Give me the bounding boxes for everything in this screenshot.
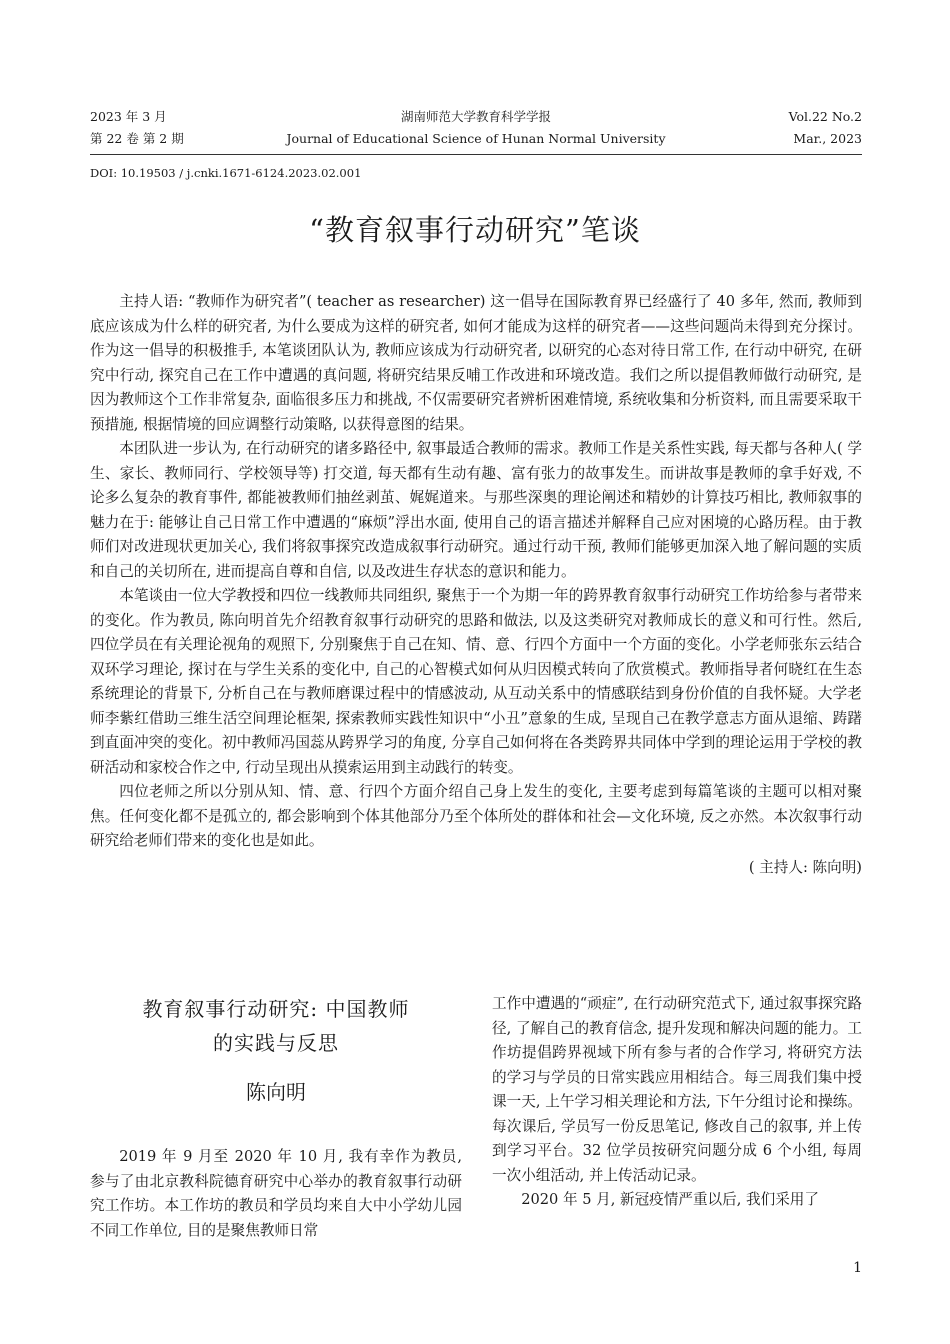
body-paragraph: 工作中遭遇的“顽症”, 在行动研究范式下, 通过叙事探究路径, 了解自己的教育信念, 提升发现和解决问题的能力。工作坊提倡跨界视域下所有参与者的合作学习, 将研究方法的学习与学员的日常实践应用相结合。每三周我们集中授课一天, 上午学习相关理论和方法, 下午分组讨论和操练。每次课后, 学员写一份反思笔记, 修改自己的叙事, 并上传到学习平台。32 位学员按研究问题分成 6 个小组, 每周一次小组活动, 并上传活动记录。: [492, 995, 862, 1184]
article-author: 陈向明: [246, 1080, 306, 1104]
intro-paragraph: 主持人语: “教师作为研究者”( teacher as researcher) 这一倡导在国际教育界已经盛行了 40 多年, 然而, 教师到底应该成为什么样的研究者, 为什么要成为这样的研究者, 如何才能成为这样的研究者——这些问题尚未得到充分探讨。作为这一倡导的积极推手, 本笔谈团队认为, 教师应该成为行动研究者, 以研究的心态对待日常工作, 在行动中研究, 在研究中行动, 探究自己在工作中遭遇的真问题, 将研究结果反哺工作改进和环境改造。我们之所以提倡教师做行动研究, 是因为教师这个工作非常复杂, 面临很多压力和挑战, 不仅需要研究者辨析困难情境, 系统收集和分析资料, 而且需要采取干预措施, 根据情境的回应调整行动策略, 以获得意图的结果。: [90, 293, 862, 433]
header-rule: [90, 154, 862, 155]
host-signature: ( 主持人: 陈向明): [748, 858, 862, 876]
article-title: [90, 992, 462, 1060]
right-column: [492, 992, 862, 1213]
header-volume: Vol.22 No.2: [788, 109, 862, 124]
running-header: [90, 106, 862, 150]
body-paragraph: 2020 年 5 月, 新冠疫情严重以后, 我们采用了: [521, 1191, 819, 1208]
header-issue: 第 22 卷 第 2 期: [90, 131, 184, 146]
intro-paragraph: 本笔谈由一位大学教授和四位一线教师共同组织, 聚焦于一个为期一年的跨界教育叙事行动研究工作坊给参与者带来的变化。作为教员, 陈向明首先介绍教育叙事行动研究的思路和做法, 以及这类研究对教师成长的意义和可行性。然后, 四位学员在有关理论视角的观照下, 分别聚焦于自己在知、情、意、行四个方面中一个方面的变化。小学老师张东云结合双环学习理论, 探讨在与学生关系的变化中, 自己的心智模式如何从归因模式转向了欣赏模式。教师指导者何晓红在生态系统理论的背景下, 分析自己在与教师磨课过程中的情感波动, 从互动关系中的情感联结到身份价值的自我怀疑。大学老师李紫红借助三维生活空间理论框架, 探索教师实践性知识中“小丑”意象的生成, 呈现自己在教学意志方面从退缩、踌躇到直面冲突的变化。初中教师冯国蕊从跨界学习的角度, 分享自己如何将在各类跨界共同体中学到的理论运用于学校的教研活动和家校合作之中, 行动呈现出从摸索运用到主动践行的转变。: [90, 587, 862, 776]
intro-paragraph: 本团队进一步认为, 在行动研究的诸多路径中, 叙事最适合教师的需求。教师工作是关系性实践, 每天都与各种人( 学生、家长、教师同行、学校领导等) 打交道, 每天都有生动有趣、富有张力的故事发生。而讲故事是教师的拿手好戏, 不论多么复杂的教育事件, 都能被教师们抽丝剥茧、娓娓道来。与那些深奥的理论阐述和精妙的计算技巧相比, 教师叙事的魅力在于: 能够让自己日常工作中遭遇的“麻烦”浮出水面, 使用自己的语言描述并解释自己应对困境的心路历程。由于教师们对改进现状更加关心, 我们将叙事探究改造成叙事行动研究。通过行动干预, 教师们能够更加深入地了解问题的实质和自己的关切所在, 进而提高自尊和自信, 以及改进生存状态的意识和能力。: [90, 440, 862, 580]
article-title-line: 的实践与反思: [213, 1031, 339, 1055]
header-date: 2023 年 3 月: [90, 109, 167, 124]
header-journal-en: Journal of Educational Science of Hunan Normal University: [286, 131, 666, 146]
intro-paragraph: 四位老师之所以分别从知、情、意、行四个方面介绍自己身上发生的变化, 主要考虑到每篇笔谈的主题可以相对聚焦。任何变化都不是孤立的, 都会影响到个体其他部分乃至个体所处的群体和社会—文化环境, 反之亦然。本次叙事行动研究给老师们带来的变化也是如此。: [90, 783, 862, 849]
header-journal-cn: 湖南师范大学教育科学学报: [400, 109, 551, 124]
host-introduction: [90, 290, 862, 880]
header-date-en: Mar., 2023: [793, 131, 862, 146]
body-paragraph: 2019 年 9 月至 2020 年 10 月, 我有幸作为教员, 参与了由北京教科院德育研究中心举办的教育叙事行动研究工作坊。本工作坊的教员和学员均来自大中小学幼儿园不同工作单位, 目的是聚焦教师日常: [90, 1148, 462, 1239]
page-number: 1: [853, 1260, 862, 1276]
article-title-line: 教育叙事行动研究: 中国教师: [142, 997, 410, 1021]
doi: DOI: 10.19503 / j.cnki.1671-6124.2023.02.001: [90, 166, 362, 180]
article-body-left: [90, 1145, 462, 1243]
page-title: “教育叙事行动研究”笔谈: [309, 213, 641, 247]
left-column: [90, 992, 462, 1243]
